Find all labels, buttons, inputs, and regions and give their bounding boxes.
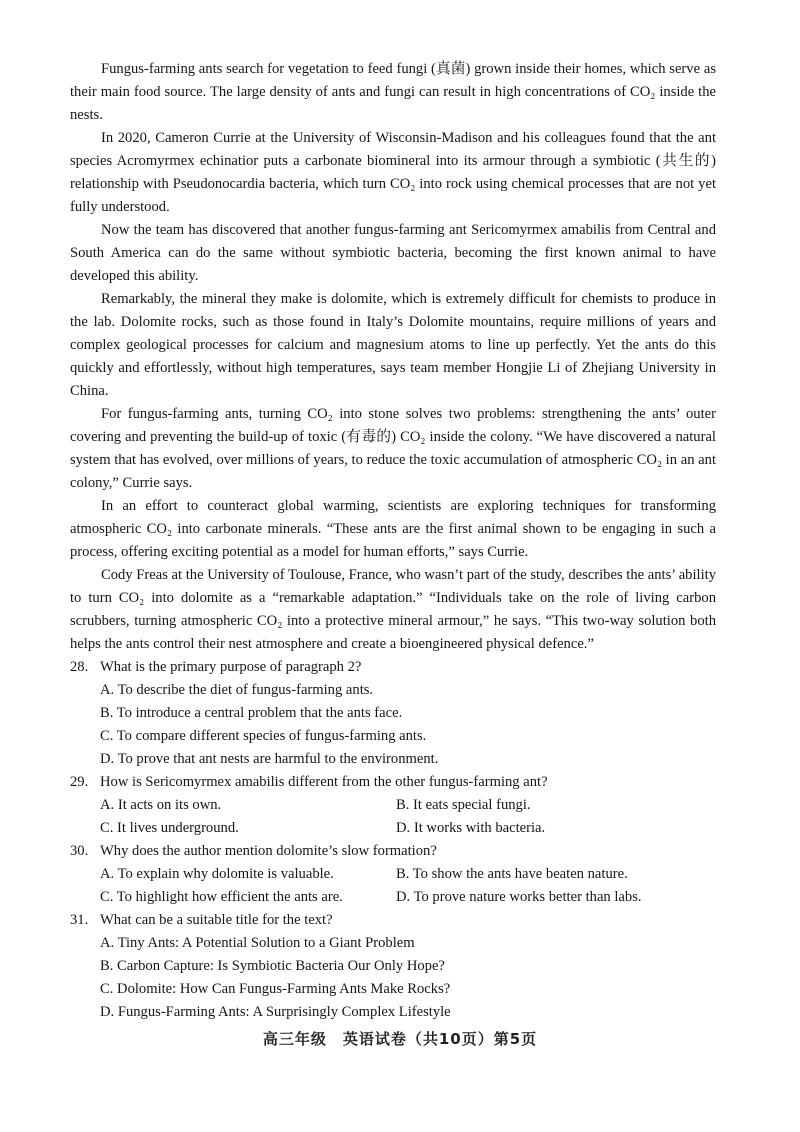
option-a: A. To explain why dolomite is valuable. <box>100 866 334 882</box>
passage-paragraph-7: Cody Freas at the University of Toulouse, France, who wasn’t part of the study, describes the ants’ ability to turn CO₂ into dolomite as a “remarkable adaptation.” “Individuals take on the role of living carbon scrubbers, turning atmospheric CO₂ into a protective mineral armour,” he says. “This two-way solution both helps the ants control their nest atmosphere and create a bioengineered physical defence.” <box>70 567 716 652</box>
question-text: How is Sericomyrmex amabilis different from the other fungus-farming ant? <box>100 774 548 790</box>
question-text: What is the primary purpose of paragraph 2? <box>100 659 362 675</box>
option-c: C. To highlight how efficient the ants are. <box>100 889 343 905</box>
page-footer: 高三年级 英语试卷（共10页）第5页 <box>262 1030 538 1048</box>
question-30 <box>70 840 716 909</box>
option-c: C. To compare different species of fungus-farming ants. <box>100 728 427 744</box>
option-d: D. To prove nature works better than labs. <box>396 889 642 905</box>
question-number: 31. <box>70 912 89 928</box>
question-stem <box>70 771 716 794</box>
option-b: B. It eats special fungi. <box>396 797 531 813</box>
question-31 <box>70 909 716 1024</box>
option-row <box>100 886 716 909</box>
option-row <box>100 794 716 817</box>
reading-passage <box>70 58 716 656</box>
option-d: D. It works with bacteria. <box>396 820 546 836</box>
option-list <box>70 932 716 1024</box>
option-d: D. Fungus-Farming Ants: A Surprisingly Complex Lifestyle <box>100 1004 451 1020</box>
question-28 <box>70 656 716 771</box>
option-row <box>100 817 716 840</box>
question-29 <box>70 771 716 840</box>
question-stem <box>70 909 716 932</box>
option-a: A. It acts on its own. <box>100 797 222 813</box>
option-d: D. To prove that ant nests are harmful to the environment. <box>100 751 439 767</box>
option-c: C. It lives underground. <box>100 820 239 836</box>
option-b: B. To introduce a central problem that the ants face. <box>100 705 403 721</box>
option-list <box>70 863 716 909</box>
passage-paragraph-1: Fungus-farming ants search for vegetation to feed fungi (真菌) grown inside their homes, which serve as their main food source. The large density of ants and fungi can result in high concentrations of CO₂ inside the nests. <box>70 61 716 123</box>
exam-page <box>70 58 716 1024</box>
question-number: 29. <box>70 774 89 790</box>
question-text: Why does the author mention dolomite’s slow formation? <box>100 843 437 859</box>
question-list <box>70 656 716 1024</box>
passage-paragraph-2: In 2020, Cameron Currie at the University of Wisconsin-Madison and his colleagues found that the ant species Acromyrmex echinatior puts a carbonate biomineral into its armour through a symbiotic (共生的) relationship with Pseudonocardia bacteria, which turn CO₂ into rock using chemical processes that are not yet fully understood. <box>70 130 716 215</box>
passage-paragraph-3: Now the team has discovered that another fungus-farming ant Sericomyrmex amabilis from Central and South America can do the same without symbiotic bacteria, becoming the first known animal to have developed this ability. <box>70 222 716 284</box>
question-stem <box>70 840 716 863</box>
option-a: A. Tiny Ants: A Potential Solution to a Giant Problem <box>100 935 415 951</box>
passage-paragraph-5: For fungus-farming ants, turning CO₂ into stone solves two problems: strengthening the ants’ outer covering and preventing the build-up of toxic (有毒的) CO₂ inside the colony. “We have discovered a natural system that has evolved, over millions of years, to reduce the toxic accumulation of atmospheric CO₂ in an ant colony,” Currie says. <box>70 406 716 491</box>
option-b: B. Carbon Capture: Is Symbiotic Bacteria Our Only Hope? <box>100 958 445 974</box>
question-stem <box>70 656 716 679</box>
question-text: What can be a suitable title for the text? <box>100 912 333 928</box>
option-list <box>70 794 716 840</box>
option-row <box>100 863 716 886</box>
passage-paragraph-6: In an effort to counteract global warming, scientists are exploring techniques for transforming atmospheric CO₂ into carbonate minerals. “These ants are the first animal shown to be engaging in such a process, offering exciting potential as a model for human efforts,” says Currie. <box>70 498 716 560</box>
option-a: A. To describe the diet of fungus-farming ants. <box>100 682 374 698</box>
option-list <box>70 679 716 771</box>
question-number: 28. <box>70 659 89 675</box>
option-c: C. Dolomite: How Can Fungus-Farming Ants Make Rocks? <box>100 981 451 997</box>
passage-paragraph-4: Remarkably, the mineral they make is dolomite, which is extremely difficult for chemists to produce in the lab. Dolomite rocks, such as those found in Italy’s Dolomite mountains, require millions of years and complex geological processes for calcium and magnesium atoms to line up perfectly. Yet the ants do this quickly and effortlessly, without high temperatures, says team member Hongjie Li of Zhejiang University in China. <box>70 291 716 399</box>
option-b: B. To show the ants have beaten nature. <box>396 866 628 882</box>
question-number: 30. <box>70 843 89 859</box>
